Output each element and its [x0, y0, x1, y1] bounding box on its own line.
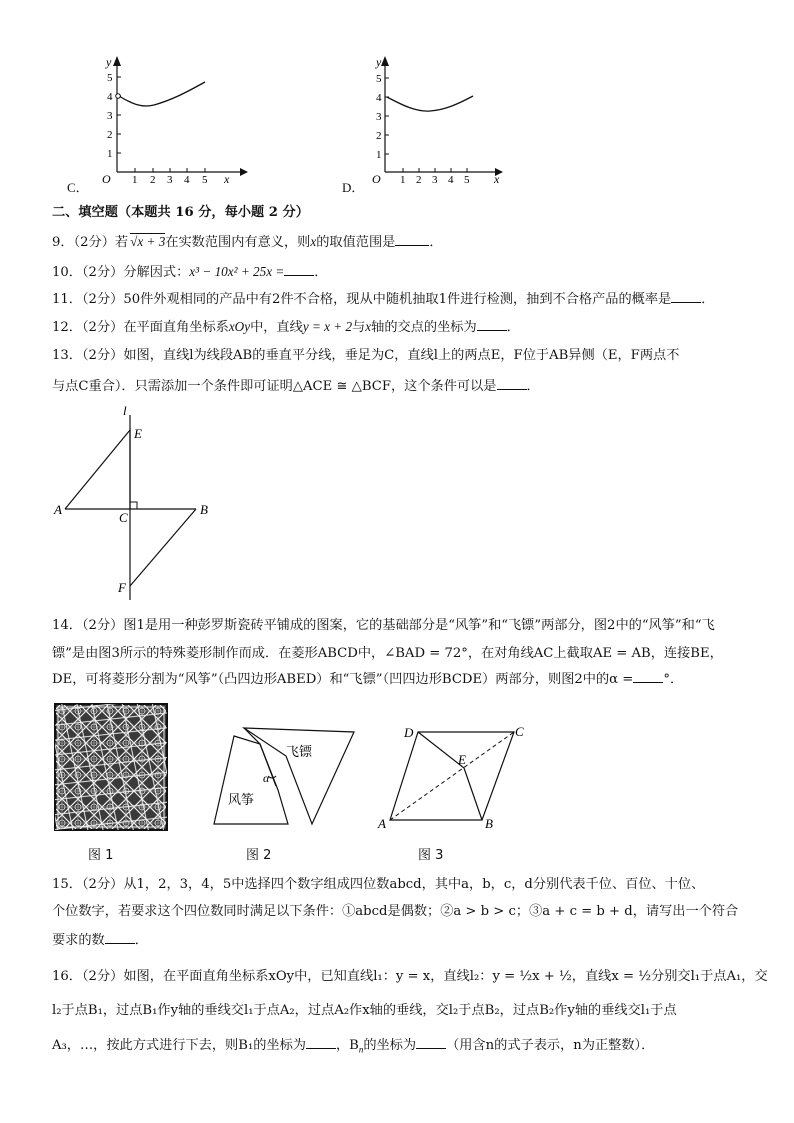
- caption-figure-1: 图 1: [88, 848, 114, 863]
- figure-2-kite-dart: [212, 724, 357, 832]
- question-15-line-1: 15．（2分）从1，2，3，4，5中选择四个数字组成四位数abcd，其中a，b，c，d分别代表千位、百位、十位、: [52, 877, 705, 892]
- answer-blank[interactable]: [497, 377, 527, 390]
- triangle-ace: [65, 430, 130, 509]
- question-16-line-3: A₃，…，按此方式进行下去，则B₁的坐标为 ，$B_n$的坐标为 （用含n的式子表示，n为正整数）．: [52, 1038, 655, 1055]
- function-curve: [119, 82, 205, 106]
- answer-blank[interactable]: [284, 263, 314, 276]
- question-9: 9．（2分）若 √x + 3在实数范围内有意义，则x的取值范围是 ．: [52, 234, 443, 250]
- function-curve: [387, 96, 473, 111]
- question-14-line-2: 镖”是由图3所示的特殊菱形制作而成．在菱形ABCD中，∠BAD = 72°，在对角线AC上截取AE = AB，连接BE，: [52, 646, 723, 661]
- y-tick: 2: [376, 130, 382, 142]
- y-axis-label: y: [106, 55, 112, 69]
- question-16-line-1: 16．（2分）如图，在平面直角坐标系xOy中，已知直线l₁：y = x，直线l₂：y = ½x + ½，直线x = ½分别交l₁于点A₁，交: [52, 969, 768, 984]
- label-a: A: [54, 502, 62, 517]
- label-l: l: [123, 403, 127, 418]
- label-e: E: [458, 752, 466, 767]
- question-11: 11．（2分）50件外观相同的产品中有2件不合格，现从中随机抽取1件进行检测，抽到不合格产品的概率是 ．: [52, 292, 715, 307]
- x-tick: 5: [464, 174, 470, 186]
- label-d: D: [404, 725, 414, 740]
- radical-expression: √x + 3: [130, 234, 166, 249]
- y-axis-label: y: [376, 55, 382, 69]
- origin-label: O: [372, 172, 381, 186]
- question-15-line-2: 个位数字，若要求这个四位数同时满足以下条件：①abcd是偶数；②a > b > c；③a + c = b + d，请写出一个符合: [52, 904, 739, 919]
- y-tick: 1: [376, 149, 382, 161]
- alpha-label: α: [263, 771, 270, 785]
- question-12: 12．（2分）在平面直角坐标系xOy中，直线y = x + 2与x轴的交点的坐标为 ．: [52, 319, 520, 335]
- answer-blank[interactable]: [306, 1036, 336, 1049]
- option-c-label: C．: [67, 180, 89, 195]
- x-tick: 2: [150, 174, 156, 186]
- y-tick: 2: [107, 129, 113, 141]
- answer-blank[interactable]: [105, 931, 135, 944]
- dart-shape: [244, 728, 354, 824]
- figure-q13: [50, 400, 230, 605]
- x-tick: 4: [184, 174, 190, 186]
- y-tick: 1: [107, 148, 113, 160]
- segment-be: [464, 768, 482, 820]
- origin-label: O: [102, 172, 111, 186]
- y-tick: 5: [376, 73, 382, 85]
- x-tick: 1: [400, 174, 406, 186]
- y-tick: 3: [376, 111, 382, 123]
- label-c: C: [515, 724, 524, 739]
- y-tick: 5: [107, 72, 113, 84]
- answer-blank[interactable]: [416, 1036, 446, 1049]
- x-tick: 3: [167, 174, 173, 186]
- figure-3-rhombus: [372, 722, 532, 834]
- answer-blank[interactable]: [633, 670, 663, 683]
- caption-figure-3: 图 3: [418, 848, 444, 863]
- question-13-line-1: 13．（2分）如图，直线l为线段AB的垂直平分线，垂足为C，直线l上的两点E，F位于AB异侧（E，F两点不: [52, 348, 680, 363]
- open-endpoint: [116, 94, 121, 99]
- question-10: 10．（2分）分解因式：x³ − 10x² + 25x = ．: [52, 264, 328, 280]
- polynomial-expression: x³ − 10x² + 25x =: [189, 264, 285, 279]
- diagonal-ac: [390, 732, 514, 820]
- label-a: A: [378, 816, 386, 831]
- option-d-graph: [330, 52, 520, 192]
- label-f: F: [118, 580, 126, 595]
- label-b: B: [485, 816, 493, 831]
- segment-bf: [130, 509, 196, 586]
- y-tick: 3: [107, 110, 113, 122]
- label-c: C: [119, 510, 128, 525]
- question-15-line-3: 要求的数 ．: [52, 933, 148, 948]
- dart-label: 飞镖: [286, 744, 313, 759]
- x-tick: 2: [416, 174, 422, 186]
- figure-1-penrose-pattern: [54, 703, 168, 831]
- option-c-graph: [62, 52, 252, 192]
- x-tick: 4: [448, 174, 454, 186]
- y-tick: 4: [107, 91, 113, 103]
- answer-blank[interactable]: [477, 318, 507, 331]
- x-tick: 5: [202, 174, 208, 186]
- label-e: E: [134, 426, 142, 441]
- answer-blank[interactable]: [395, 233, 429, 246]
- y-tick: 4: [376, 92, 382, 104]
- right-angle-mark: [130, 502, 137, 509]
- question-16-line-2: l₂于点B₁，过点B₁作y轴的垂线交l₁于点A₂，过点A₂作x轴的垂线，交l₂于点B₂，过点B₂作y轴的垂线交l₁于点: [52, 1003, 677, 1018]
- question-13-line-2: 与点C重合）．只需添加一个条件即可证明△ACE ≅ △BCF，这个条件可以是 ．: [52, 379, 540, 394]
- x-axis-label: x: [224, 172, 230, 186]
- answer-blank[interactable]: [671, 290, 701, 303]
- question-14-line-1: 14．（2分）图1是用一种彭罗斯瓷砖平铺成的图案，它的基础部分是“风筝”和“飞镖”两部分，图2中的“风筝”和“飞: [52, 618, 715, 633]
- question-14-line-3: DE，可将菱形分割为“风筝”（凸四边形ABED）和“飞镖”（凹四边形BCDE）两部分，则图2中的α = °．: [52, 672, 684, 687]
- caption-figure-2: 图 2: [246, 848, 272, 863]
- label-b: B: [200, 502, 208, 517]
- kite-label: 风筝: [228, 792, 255, 807]
- x-tick: 1: [132, 174, 138, 186]
- x-axis-label: x: [494, 172, 500, 186]
- x-tick: 3: [432, 174, 438, 186]
- section-heading: 二、填空题（本题共 16 分，每小题 2 分）: [52, 205, 309, 220]
- option-d-label: D．: [342, 180, 365, 195]
